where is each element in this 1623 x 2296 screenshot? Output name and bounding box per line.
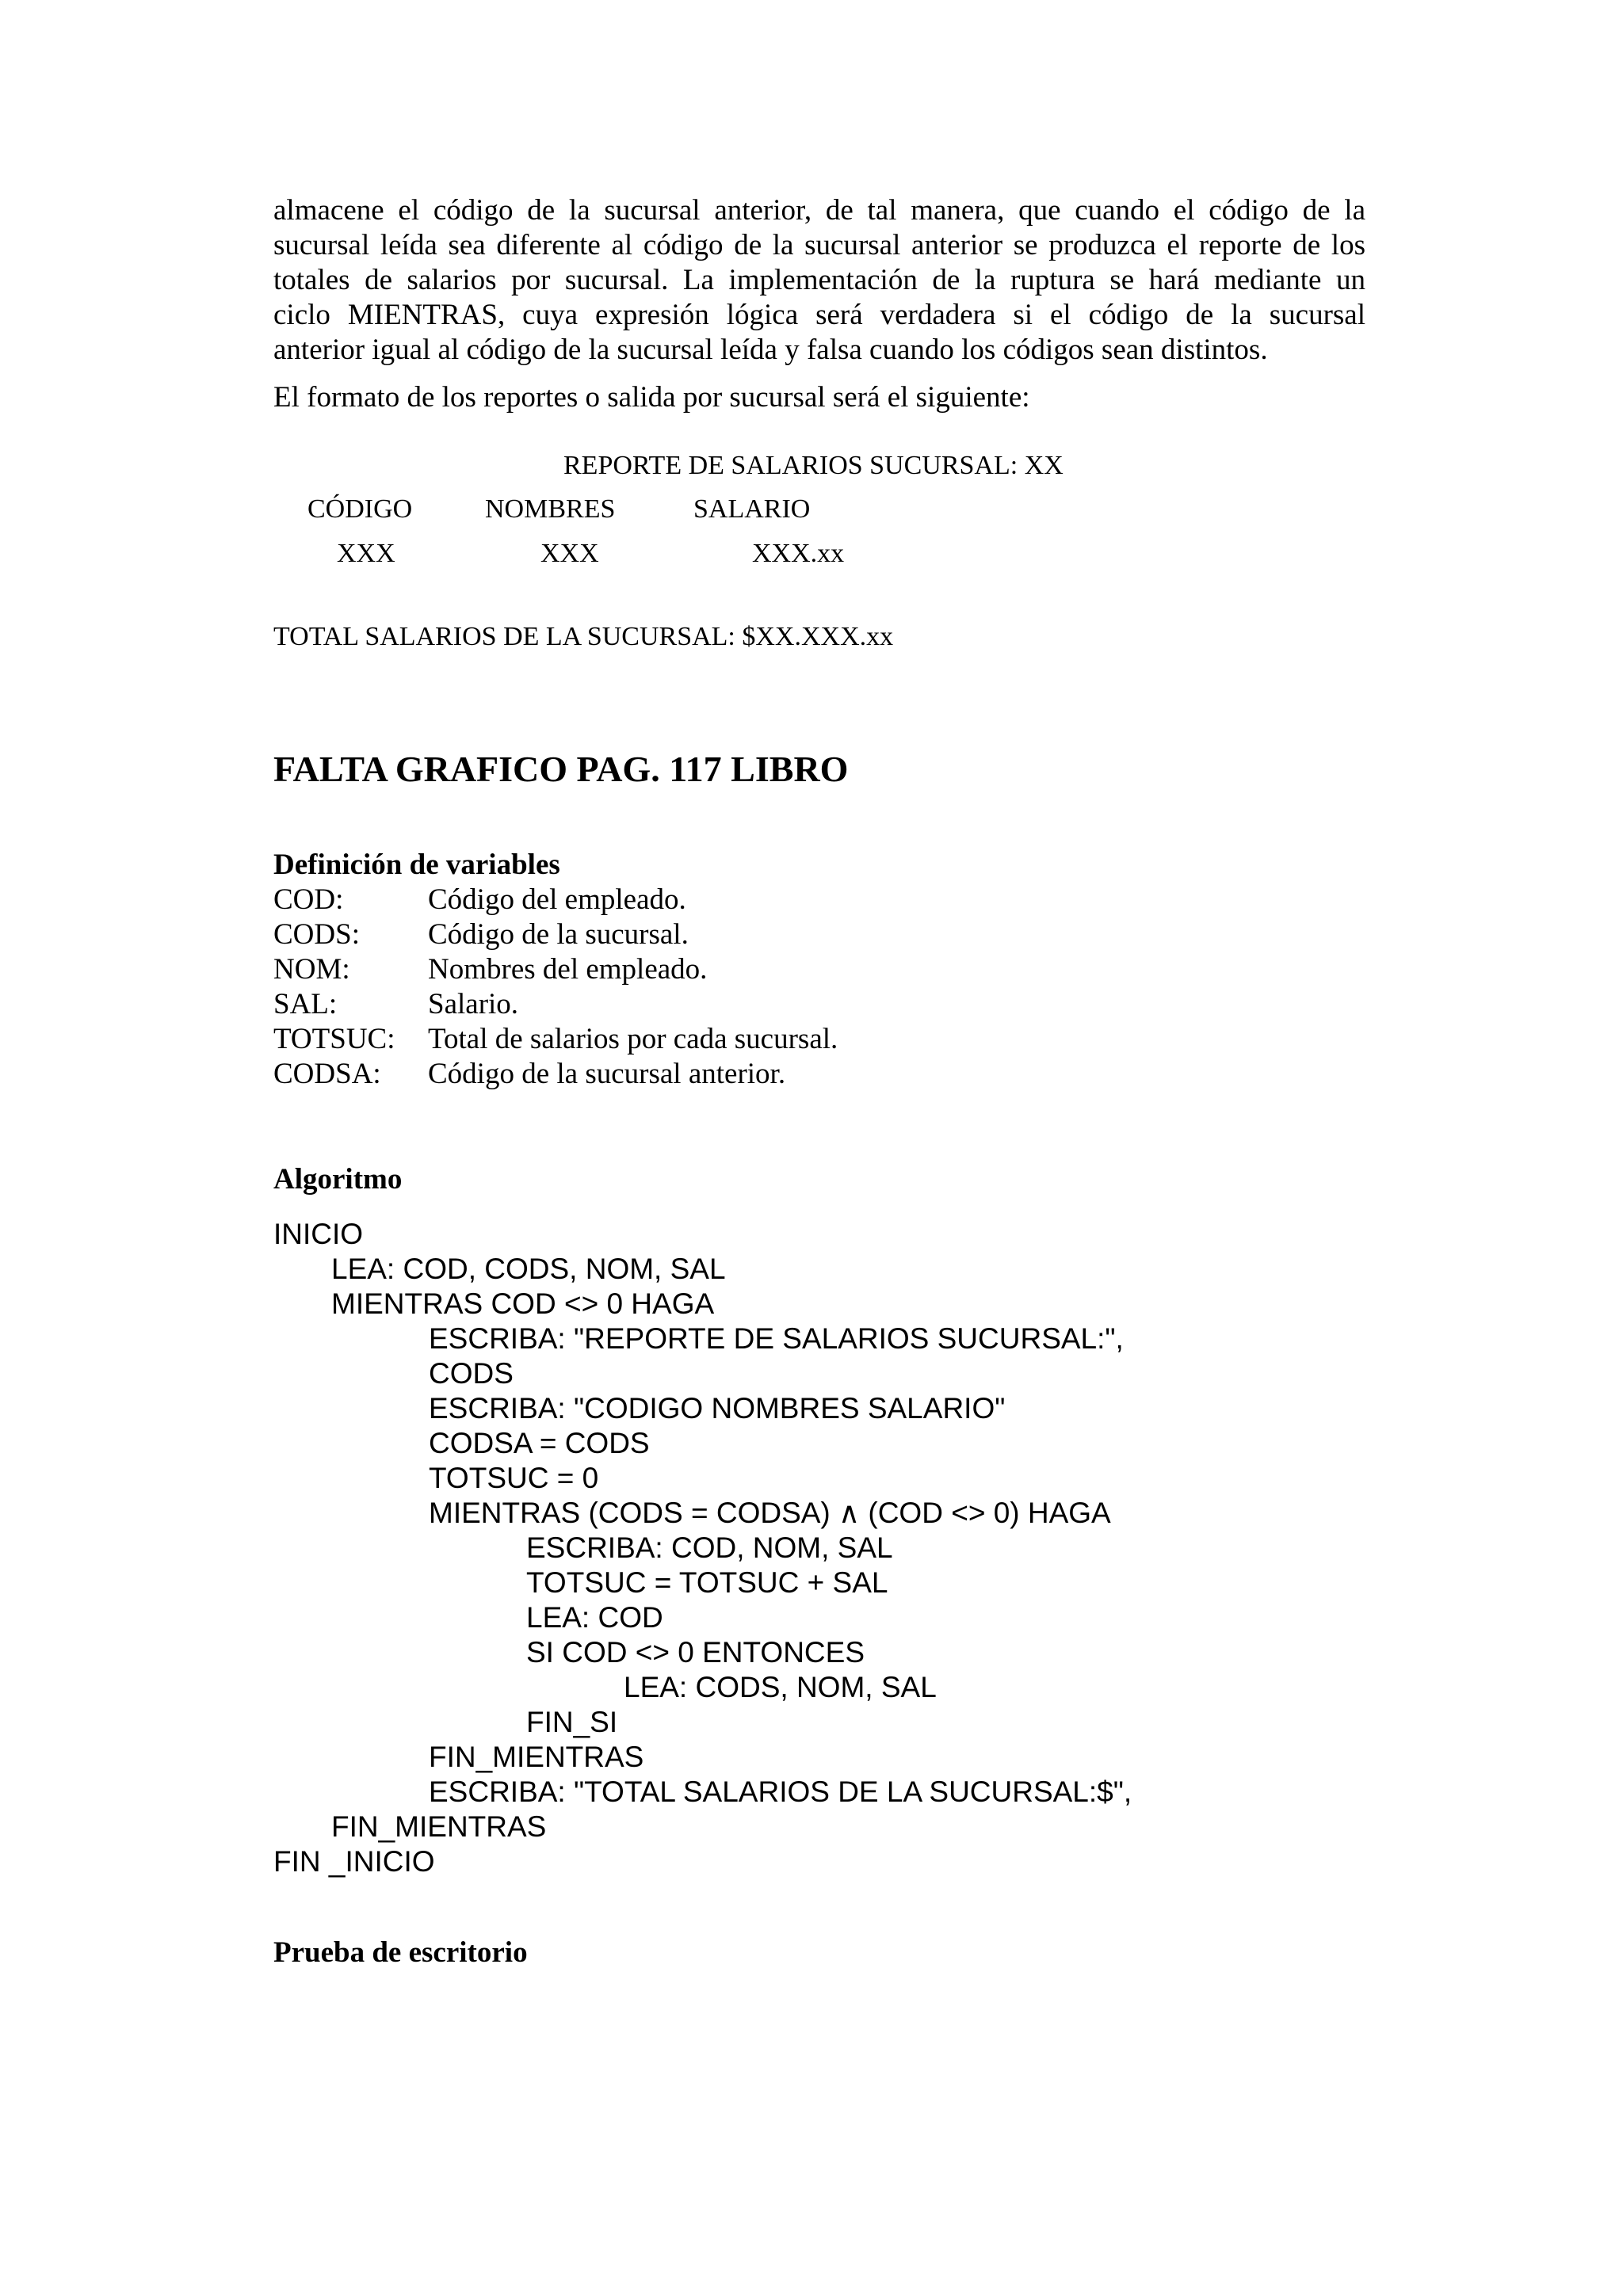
code-line: FIN_MIENTRAS xyxy=(429,1741,644,1773)
variable-desc: Total de salarios por cada sucursal. xyxy=(428,1023,838,1055)
code-line: ESCRIBA: "TOTAL SALARIOS DE LA SUCURSAL:$", xyxy=(429,1775,1132,1808)
code-line: SI COD <> 0 ENTONCES xyxy=(526,1636,865,1669)
format-intro: El formato de los reportes o salida por sucursal será el siguiente: xyxy=(273,381,1030,414)
report-row-nombres: XXX xyxy=(540,539,599,568)
code-line: LEA: CODS, NOM, SAL xyxy=(624,1671,937,1703)
intro-line: totales de salarios por sucursal. La implementación de la ruptura se hará mediante un xyxy=(273,264,1365,296)
code-line: MIENTRAS (CODS = CODSA) ∧ (COD <> 0) HAGA xyxy=(429,1497,1111,1529)
variable-desc: Nombres del empleado. xyxy=(428,953,708,986)
code-line: TOTSUC = TOTSUC + SAL xyxy=(526,1566,888,1599)
intro-line: anterior igual al código de la sucursal leída y falsa cuando los códigos sean distintos. xyxy=(273,334,1268,366)
code-line: FIN_SI xyxy=(526,1706,618,1738)
variable-name: SAL: xyxy=(273,988,338,1020)
algorithm-heading: Algoritmo xyxy=(273,1163,403,1196)
variable-desc: Salario. xyxy=(428,988,519,1020)
report-row-codigo: XXX xyxy=(337,539,395,568)
variable-desc: Código de la sucursal. xyxy=(428,918,689,951)
variable-desc: Código del empleado. xyxy=(428,883,686,916)
code-line: INICIO xyxy=(273,1218,364,1250)
intro-line: sucursal leída sea diferente al código de la sucursal anterior se produzca el reporte de los xyxy=(273,229,1365,261)
report-title: REPORTE DE SALARIOS SUCURSAL: XX xyxy=(563,451,1064,480)
code-line: ESCRIBA: "CODIGO NOMBRES SALARIO" xyxy=(429,1392,1006,1425)
report-header-codigo: CÓDIGO xyxy=(307,494,413,524)
intro-paragraph xyxy=(273,193,1365,368)
variable-name: CODSA: xyxy=(273,1058,381,1090)
variable-name: CODS: xyxy=(273,918,360,951)
code-line: FIN _INICIO xyxy=(273,1845,435,1878)
desk-test-heading: Prueba de escritorio xyxy=(273,1936,528,1969)
report-total: TOTAL SALARIOS DE LA SUCURSAL: $XX.XXX.xx xyxy=(273,622,894,651)
missing-graphic-heading: FALTA GRAFICO PAG. 117 LIBRO xyxy=(273,749,849,789)
report-header-nombres: NOMBRES xyxy=(485,494,616,524)
report-header-salario: SALARIO xyxy=(693,494,811,524)
code-line: LEA: COD, CODS, NOM, SAL xyxy=(331,1253,726,1285)
code-line: ESCRIBA: COD, NOM, SAL xyxy=(526,1531,893,1564)
code-line: TOTSUC = 0 xyxy=(429,1462,599,1494)
variable-name: TOTSUC: xyxy=(273,1023,395,1055)
code-line: FIN_MIENTRAS xyxy=(331,1810,547,1843)
intro-line: ciclo MIENTRAS, cuya expresión lógica será verdadera si el código de la sucursal xyxy=(273,299,1365,331)
variable-name: NOM: xyxy=(273,953,350,986)
variable-desc: Código de la sucursal anterior. xyxy=(428,1058,786,1090)
code-line: ESCRIBA: "REPORTE DE SALARIOS SUCURSAL:", xyxy=(429,1322,1124,1355)
variable-name: COD: xyxy=(273,883,344,916)
code-line: MIENTRAS COD <> 0 HAGA xyxy=(331,1287,715,1320)
variables-heading: Definición de variables xyxy=(273,849,560,881)
code-line: CODS xyxy=(429,1357,514,1390)
code-line: CODSA = CODS xyxy=(429,1427,650,1459)
code-line: LEA: COD xyxy=(526,1601,663,1634)
intro-line: almacene el código de la sucursal anterior, de tal manera, que cuando el código de la xyxy=(273,194,1365,227)
report-row-salario: XXX.xx xyxy=(752,539,845,568)
